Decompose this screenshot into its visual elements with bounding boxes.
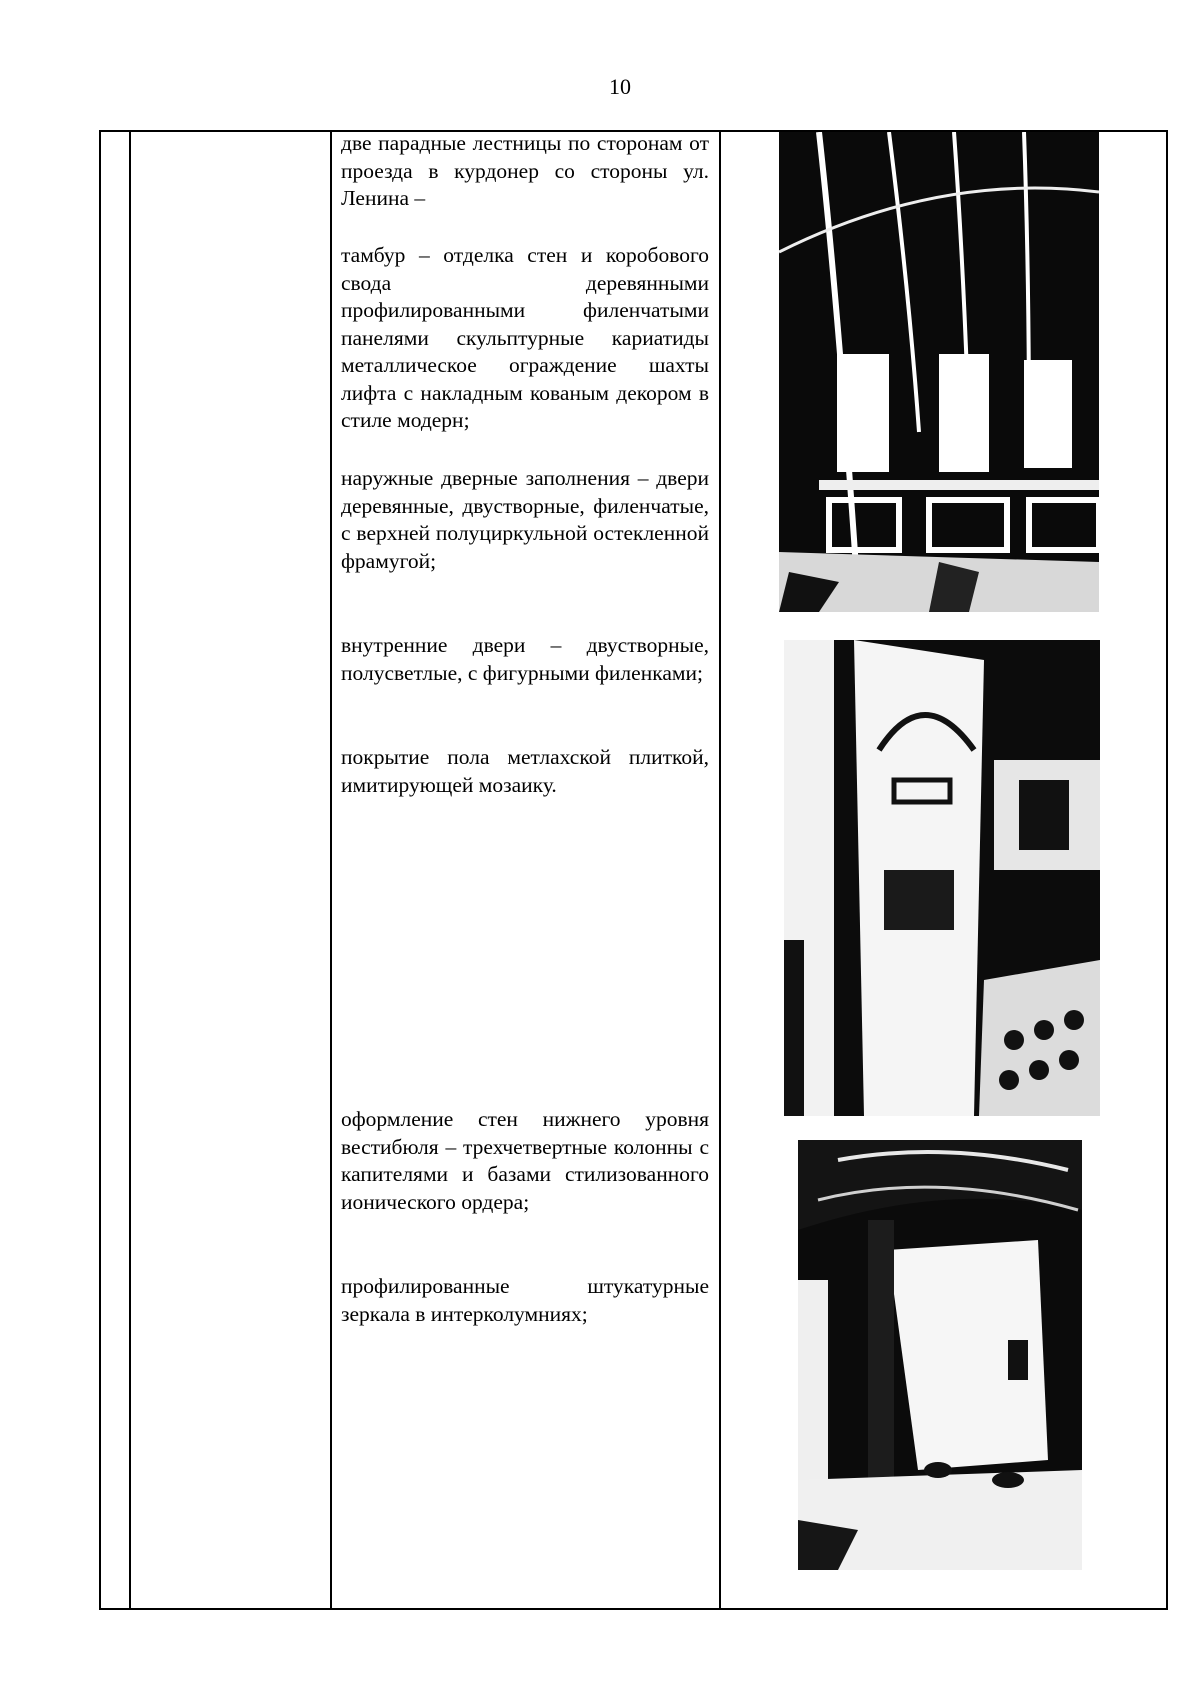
paragraph-interior-doors: внутренние двери – двустворные, полусветлые, с фигурными филенками; <box>341 633 709 685</box>
paragraph-floor: покрытие пола метлахской плиткой, имитирующей мозаику. <box>341 745 709 797</box>
column-divider <box>129 132 131 1608</box>
photo-interior-door <box>784 640 1100 1116</box>
paragraph-mirrors: профилированные штукатурные зеркала в интерколумниях; <box>341 1274 709 1326</box>
paragraph-exterior-doors: наружные дверные заполнения – двери деревянные, двустворные, филенчатые, с верхней полуциркульной остекленной фрамугой; <box>341 466 709 573</box>
document-table <box>99 130 1168 1610</box>
photo-vestibule-vault <box>779 132 1099 612</box>
paragraph-vestibule: тамбур – отделка стен и коробового свода деревянными профилированными филенчатыми панелями скульптурные кариатиды металлическое ограждение шахты лифта с накладным кованым декором в стиле модерн; <box>341 243 709 432</box>
photo-vestibule-columns <box>798 1140 1082 1570</box>
paragraph-staircases: две парадные лестницы по сторонам от проезда в курдонер со стороны ул. Ленина – <box>341 131 709 210</box>
column-divider <box>719 132 721 1608</box>
page-number: 10 <box>609 74 631 99</box>
column-divider <box>330 132 332 1608</box>
paragraph-columns: оформление стен нижнего уровня вестибюля – трехчетвертные колонны с капителями и базами стилизованного ионического ордера; <box>341 1107 709 1214</box>
description-cell <box>341 132 709 1608</box>
